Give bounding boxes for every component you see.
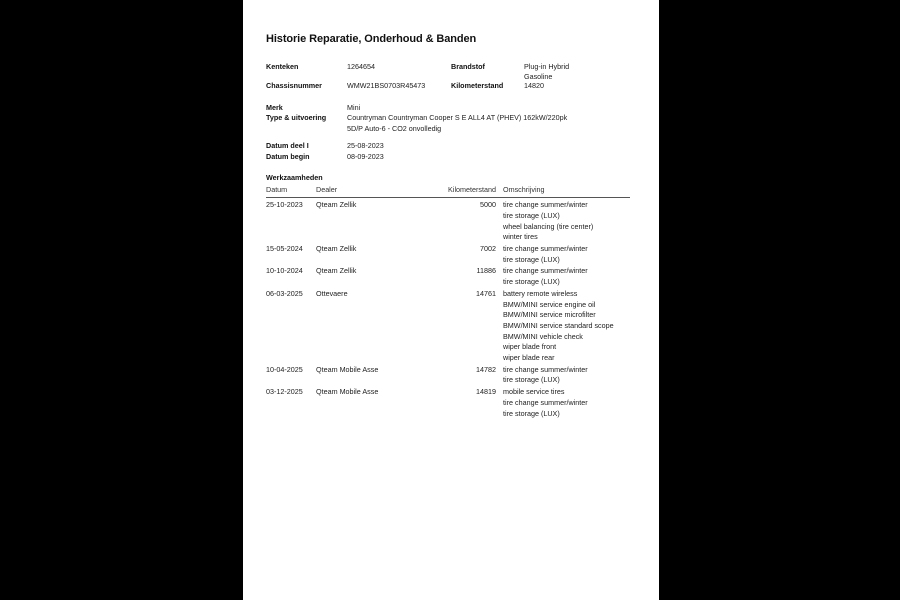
column-header-datum: Datum bbox=[266, 185, 288, 194]
field-value-kilometerstand: 14820 bbox=[524, 81, 544, 90]
cell-omschrijving bbox=[496, 387, 630, 419]
omschrijving-line: mobile service tires bbox=[503, 387, 565, 397]
brandstof-line-2: Gasoline bbox=[524, 71, 553, 81]
document-page bbox=[243, 0, 659, 600]
column-header-kilometerstand: Kilometerstand bbox=[448, 185, 496, 194]
table-row bbox=[266, 289, 630, 364]
work-table-header bbox=[266, 185, 630, 198]
omschrijving-line: tire storage (LUX) bbox=[503, 210, 560, 220]
omschrijving-line: tire storage (LUX) bbox=[503, 254, 560, 264]
page-title: Historie Reparatie, Onderhoud & Banden bbox=[266, 33, 477, 45]
field-value-datum-begin: 08-09-2023 bbox=[347, 151, 384, 161]
cell-omschrijving bbox=[496, 244, 630, 265]
cell-dealer: Qteam Mobile Asse bbox=[316, 387, 379, 397]
cell-dealer: Qteam Zellik bbox=[316, 244, 357, 254]
cell-dealer: Qteam Zellik bbox=[316, 200, 357, 210]
omschrijving-line: tire change summer/winter bbox=[503, 200, 588, 210]
column-header-dealer: Dealer bbox=[316, 185, 338, 194]
cell-kilometerstand: 5000 bbox=[480, 200, 496, 210]
cell-kilometerstand: 14782 bbox=[476, 364, 496, 374]
field-value-datum-deel-1: 25-08-2023 bbox=[347, 141, 384, 150]
omschrijving-line: BMW/MINI service engine oil bbox=[503, 299, 596, 309]
cell-dealer: Qteam Mobile Asse bbox=[316, 364, 379, 374]
field-label-kilometerstand: Kilometerstand bbox=[451, 81, 504, 90]
cell-omschrijving bbox=[496, 266, 630, 287]
omschrijving-line: BMW/MINI service standard scope bbox=[503, 320, 614, 330]
type-line-2: 5D/P Auto-6 - CO2 onvolledig bbox=[347, 123, 442, 133]
field-value-type-uitvoering bbox=[347, 113, 602, 134]
omschrijving-line: winter tires bbox=[503, 232, 538, 242]
section-title-werkzaamheden: Werkzaamheden bbox=[266, 172, 323, 182]
cell-datum: 10-04-2025 bbox=[266, 364, 303, 374]
omschrijving-line: wiper blade front bbox=[503, 342, 557, 352]
omschrijving-line: BMW/MINI vehicle check bbox=[503, 331, 583, 341]
omschrijving-line: tire change summer/winter bbox=[503, 266, 588, 276]
omschrijving-line: tire change summer/winter bbox=[503, 244, 588, 254]
table-row bbox=[266, 244, 630, 265]
cell-omschrijving bbox=[496, 200, 630, 243]
table-row bbox=[266, 200, 630, 243]
cell-kilometerstand: 14819 bbox=[476, 387, 496, 397]
omschrijving-line: battery remote wireless bbox=[503, 288, 578, 298]
cell-omschrijving bbox=[496, 289, 630, 364]
field-label-kenteken: Kenteken bbox=[266, 61, 299, 71]
field-value-kenteken: 1264654 bbox=[347, 61, 375, 71]
table-row bbox=[266, 365, 630, 386]
field-label-chassisnummer: Chassisnummer bbox=[266, 81, 322, 90]
cell-kilometerstand: 11886 bbox=[476, 266, 496, 276]
brandstof-line-1: Plug-in Hybrid bbox=[524, 61, 570, 71]
cell-datum: 25-10-2023 bbox=[266, 200, 303, 210]
cell-datum: 15-05-2024 bbox=[266, 244, 303, 254]
cell-datum: 10-10-2024 bbox=[266, 266, 303, 276]
cell-kilometerstand: 14761 bbox=[476, 288, 496, 298]
cell-dealer: Ottevaere bbox=[316, 288, 348, 298]
type-line-1: Countryman Countryman Cooper S E ALL4 AT (PHEV) 162kW/220pk bbox=[347, 113, 568, 122]
table-row bbox=[266, 387, 630, 419]
omschrijving-line: BMW/MINI service microfilter bbox=[503, 310, 596, 320]
cell-datum: 06-03-2025 bbox=[266, 288, 303, 298]
field-value-brandstof bbox=[524, 62, 594, 82]
field-label-datum-deel-1: Datum deel I bbox=[266, 141, 309, 150]
cell-dealer: Qteam Zellik bbox=[316, 266, 357, 276]
field-value-merk: Mini bbox=[347, 102, 361, 112]
field-value-chassisnummer: WMW21BS0703R45473 bbox=[347, 81, 426, 90]
column-header-omschrijving: Omschrijving bbox=[503, 185, 545, 194]
cell-datum: 03-12-2025 bbox=[266, 387, 303, 397]
cell-kilometerstand: 7002 bbox=[480, 244, 496, 254]
omschrijving-line: tire change summer/winter bbox=[503, 397, 588, 407]
omschrijving-line: tire storage (LUX) bbox=[503, 277, 560, 287]
work-table-rows bbox=[266, 200, 630, 419]
field-label-datum-begin: Datum begin bbox=[266, 151, 310, 161]
omschrijving-line: tire change summer/winter bbox=[503, 364, 588, 374]
field-label-brandstof: Brandstof bbox=[451, 61, 485, 71]
omschrijving-line: tire storage (LUX) bbox=[503, 375, 560, 385]
omschrijving-line: wheel balancing (tire center) bbox=[503, 221, 594, 231]
table-row bbox=[266, 266, 630, 287]
work-table bbox=[266, 185, 630, 420]
cell-omschrijving bbox=[496, 365, 630, 386]
field-label-merk: Merk bbox=[266, 102, 283, 112]
omschrijving-line: wiper blade rear bbox=[503, 353, 555, 363]
field-label-type-uitvoering: Type & uitvoering bbox=[266, 113, 327, 122]
omschrijving-line: tire storage (LUX) bbox=[503, 408, 560, 418]
